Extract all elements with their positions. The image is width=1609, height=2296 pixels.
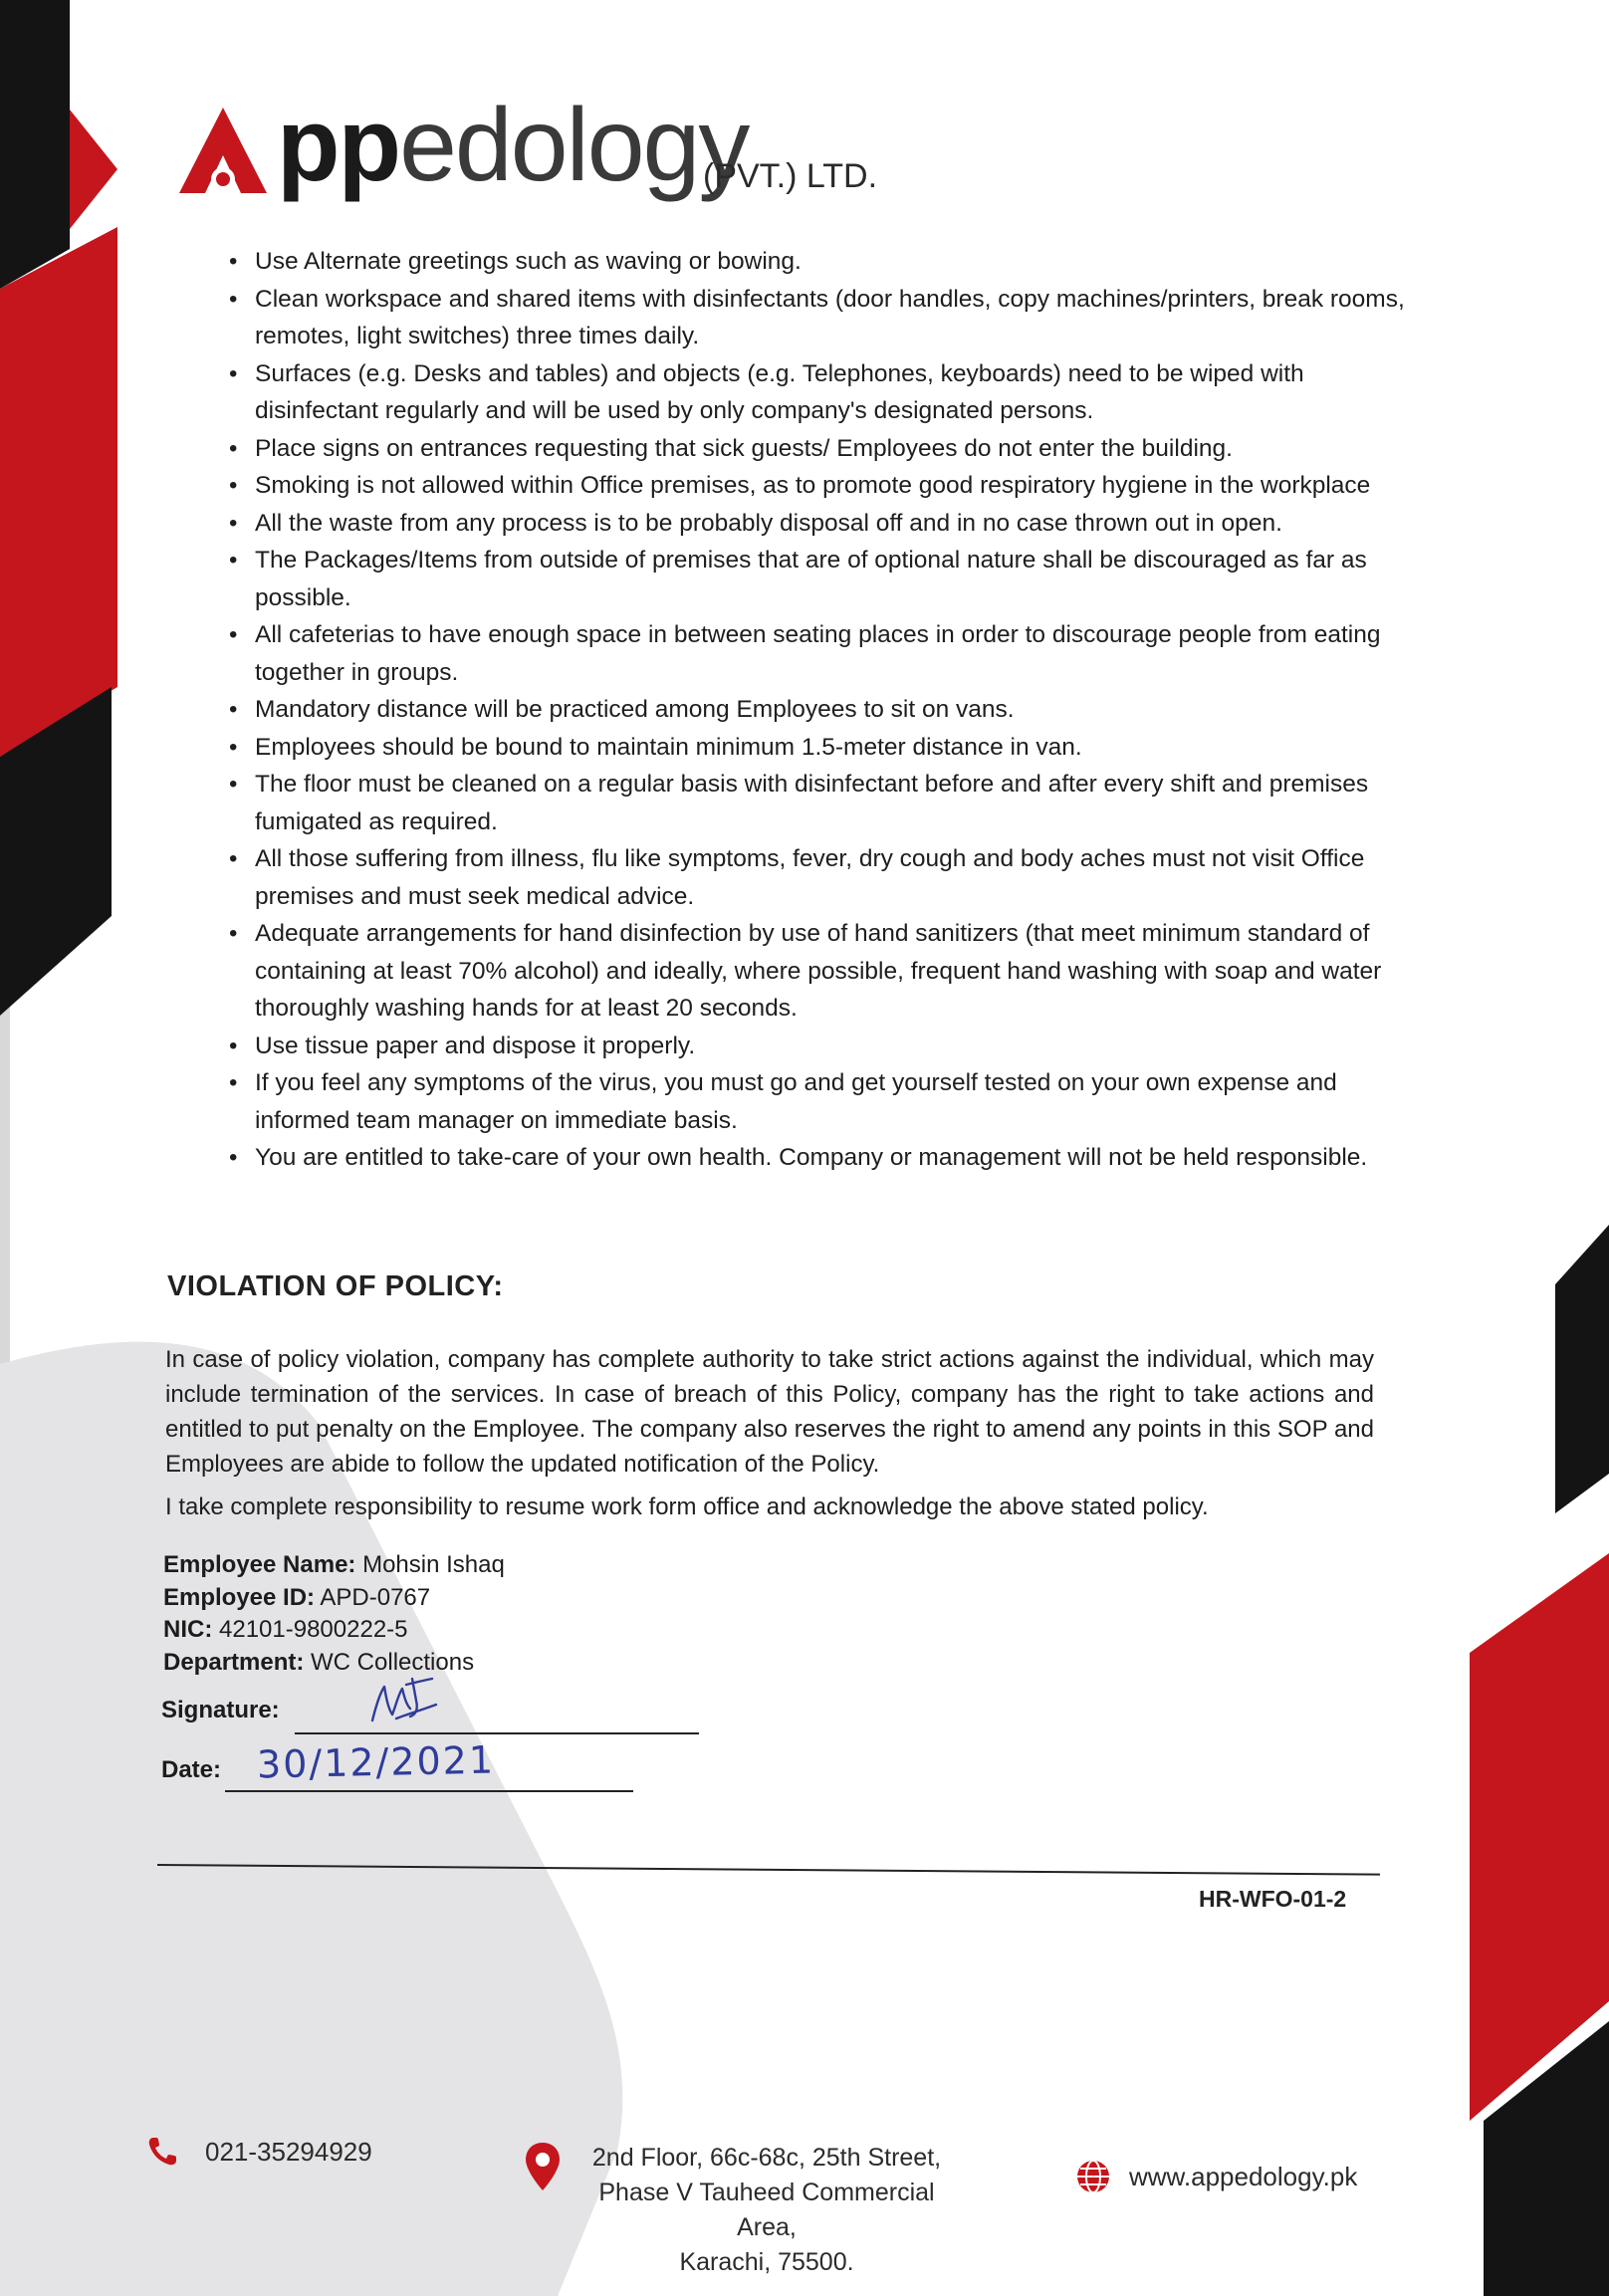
footer-address: [568, 2141, 966, 2280]
list-item: • Clean workspace and shared items with disinfectants (door handles, copy machines/printers, break rooms, remotes, light switches) three times daily.: [229, 281, 1414, 355]
left-red-chevron: [70, 110, 117, 229]
left-red-bar: [0, 227, 117, 757]
violation-paragraph: In case of policy violation, company has complete authority to take strict actions against the individual, which may include termination of the services. In case of breach of this Policy, company has the right to take actions and entitled to put penalty on the Employee. The company also reserves the right to amend any points in this SOP and Employees are abide to follow the updated notification of the Policy.: [165, 1346, 1374, 1478]
website-link[interactable]: www.appedology.pk: [1129, 2161, 1358, 2191]
employee-id-row: [163, 1582, 505, 1615]
document-code: HR-WFO-01-2: [1199, 1886, 1347, 1912]
list-item: • Use Alternate greetings such as waving or bowing.: [229, 243, 1414, 281]
footer-phone: [145, 2135, 372, 2169]
acknowledgement-paragraph: I take complete responsibility to resume work form office and acknowledge the above stated policy.: [165, 1493, 1209, 1520]
list-item: • Surfaces (e.g. Desks and tables) and objects (e.g. Telephones, keyboards) need to be wiped with disinfectant regularly and will be used by only company's designated persons.: [229, 355, 1414, 430]
date-line: [225, 1790, 633, 1792]
list-item: • Employees should be bound to maintain minimum 1.5-meter distance in van.: [229, 729, 1414, 767]
department-value: WC Collections: [311, 1648, 475, 1676]
phone-icon: [145, 2135, 179, 2169]
globe-icon: [1075, 2159, 1111, 2194]
list-item: • Adequate arrangements for hand disinfection by use of hand sanitizers (that meet minimum standard of containing at least 70% alcohol) and ideally, where possible, frequent hand washing with soap and water thoroughly washing hands for at least 20 seconds.: [229, 915, 1414, 1028]
list-item: • Place signs on entrances requesting that sick guests/ Employees do not enter the building.: [229, 430, 1414, 468]
right-red-bar: [1470, 1553, 1609, 2121]
list-item: • All cafeterias to have enough space in between seating places in order to discourage people from eating together in groups.: [229, 616, 1414, 691]
logo-suffix: (PVT.) LTD.: [703, 157, 878, 195]
list-item: • The floor must be cleaned on a regular basis with disinfectant before and after every shift and premises fumigated as required.: [229, 766, 1414, 840]
section-heading-violation: VIOLATION OF POLICY:: [167, 1270, 504, 1302]
list-item: • All those suffering from illness, flu like symptoms, fever, dry cough and body aches must not visit Office premises and must seek medical advice.: [229, 840, 1414, 915]
list-item: • Smoking is not allowed within Office premises, as to promote good respiratory hygiene in the workplace: [229, 467, 1414, 505]
handwritten-signature: [366, 1675, 440, 1726]
address-line-1: 2nd Floor, 66c-68c, 25th Street,: [591, 2144, 942, 2172]
phone-number: 021-35294929: [205, 2136, 372, 2167]
signature-line: [295, 1732, 699, 1734]
nic-row: [163, 1614, 505, 1647]
logo-a-mark-icon: [175, 104, 271, 203]
employee-id-value: APD-0767: [320, 1583, 431, 1611]
signature-label: Signature:: [161, 1697, 280, 1723]
logo-wordmark: ppedology: [277, 88, 749, 203]
department-label: Department:: [163, 1648, 305, 1676]
list-item: • If you feel any symptoms of the virus, you must go and get yourself tested on your own expense and informed team manager on immediate basis.: [229, 1064, 1414, 1139]
company-logo: [175, 88, 892, 209]
date-label: Date:: [161, 1756, 222, 1783]
employee-name-label: Employee Name:: [163, 1551, 356, 1578]
list-item: • Mandatory distance will be practiced among Employees to sit on vans.: [229, 691, 1414, 729]
nic-value: 42101-9800222-5: [219, 1616, 408, 1643]
list-item: • All the waste from any process is to be probably disposal off and in no case thrown out in open.: [229, 505, 1414, 543]
address-line-2: Phase V Tauheed Commercial Area,: [598, 2179, 935, 2241]
department-row: [163, 1647, 505, 1680]
employee-details: [163, 1549, 505, 1679]
location-pin-icon: [524, 2141, 562, 2192]
employee-id-label: Employee ID:: [163, 1583, 316, 1611]
list-item: • You are entitled to take-care of your own health. Company or management will not be held responsible.: [229, 1139, 1414, 1177]
list-item: • Use tissue paper and dispose it properly.: [229, 1028, 1414, 1065]
handwritten-date: 30/12/2021: [256, 1737, 496, 1787]
list-item: • The Packages/Items from outside of premises that are of optional nature shall be discouraged as far as possible.: [229, 542, 1414, 616]
employee-name-row: [163, 1549, 505, 1582]
left-black-bar-top: [0, 0, 70, 289]
nic-label: NIC:: [163, 1616, 213, 1643]
employee-name-value: Mohsin Ishaq: [362, 1551, 505, 1578]
address-line-3: Karachi, 75500.: [679, 2248, 854, 2276]
right-black-chevron: [1555, 1225, 1609, 1513]
footer-website: [1075, 2159, 1357, 2194]
policy-bullet-list: [229, 243, 1414, 1177]
